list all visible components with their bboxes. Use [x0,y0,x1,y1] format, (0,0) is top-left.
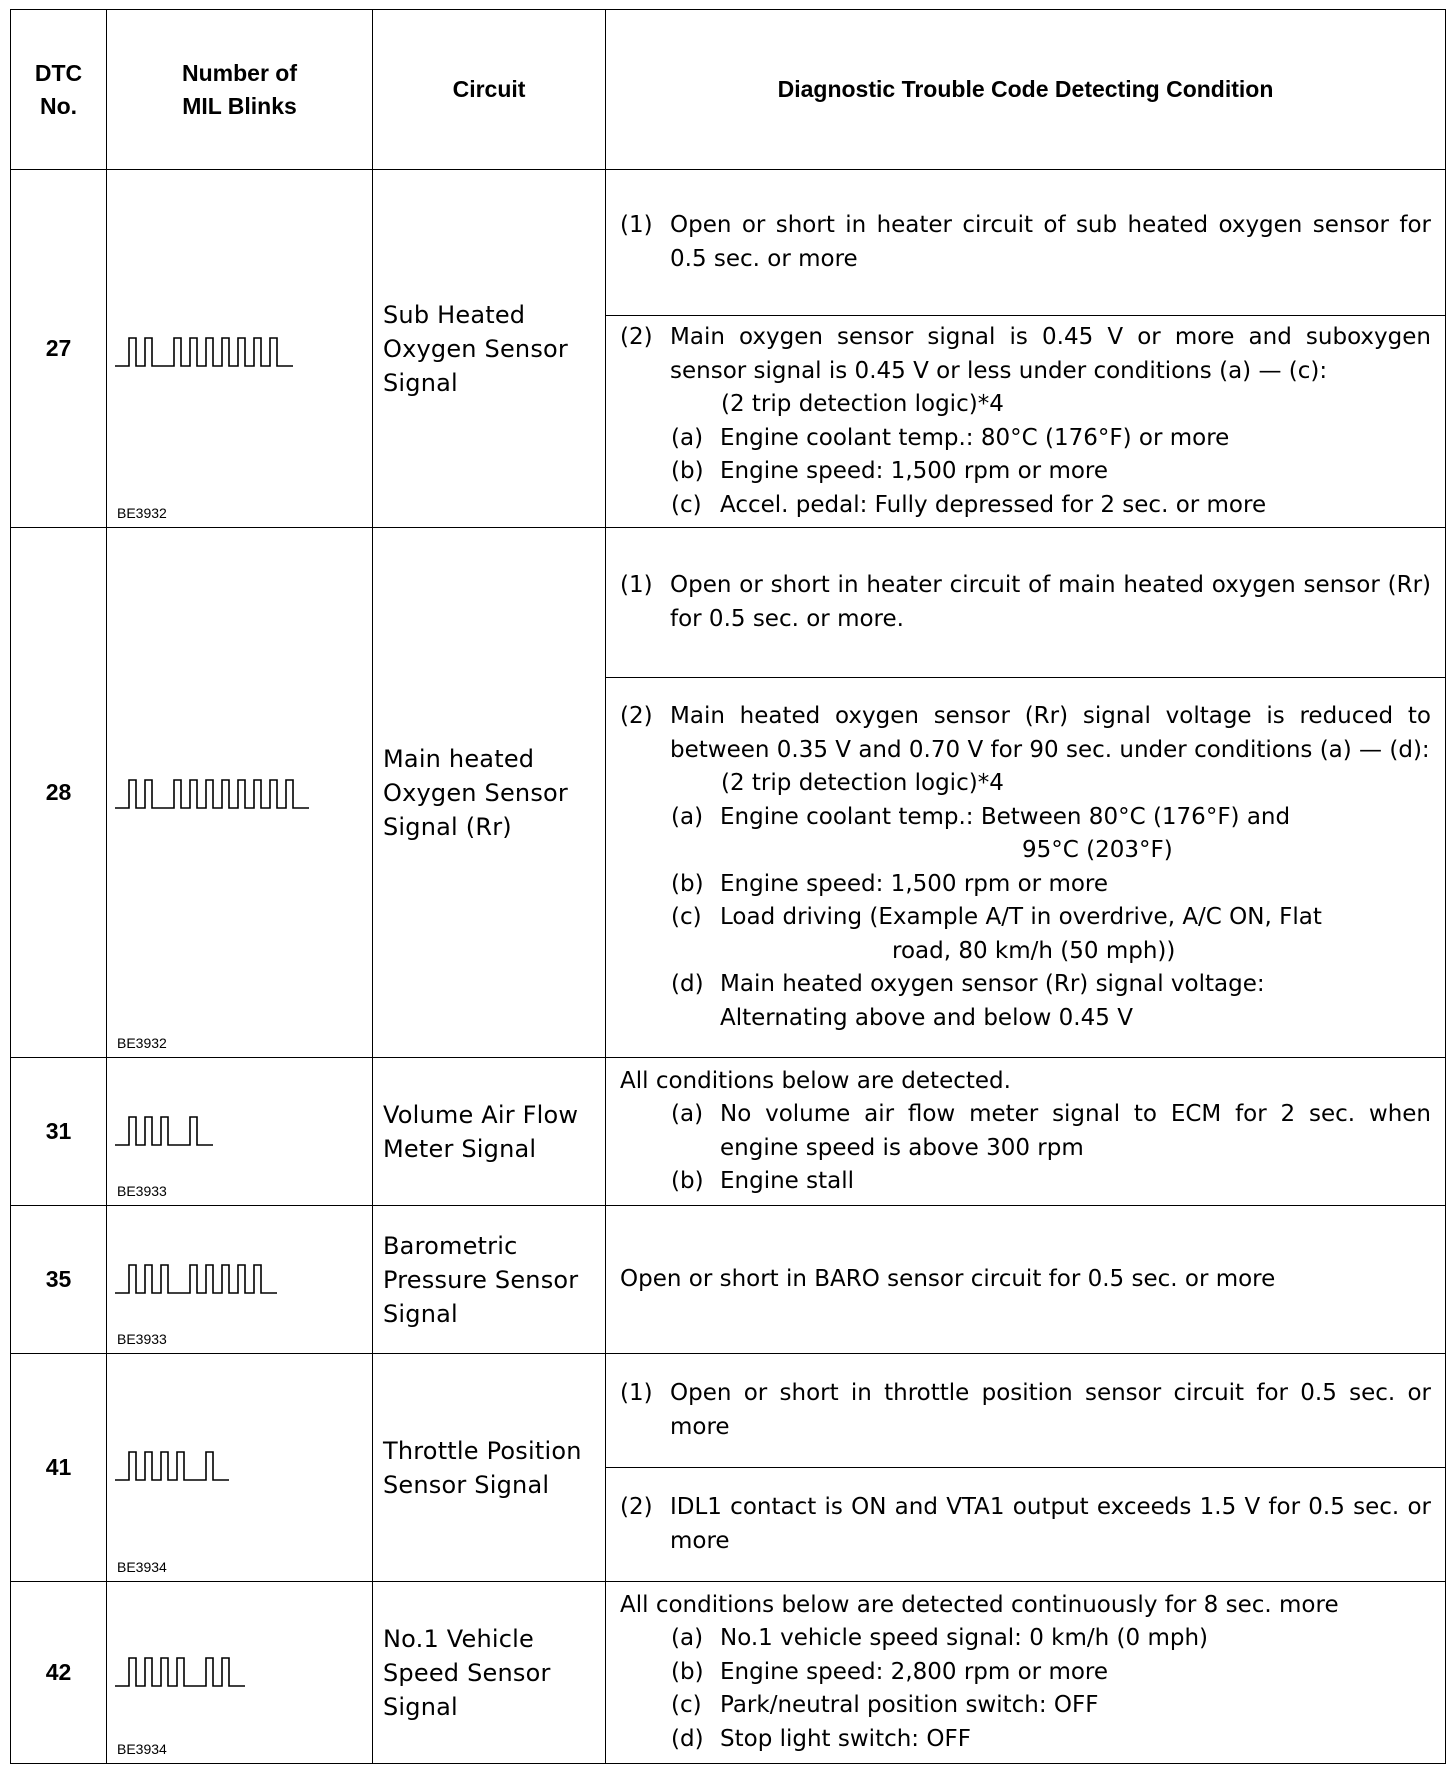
item-number: (1) [620,1380,653,1406]
condition-cell [606,1058,1446,1206]
table-row [11,170,1446,316]
figure-id: BE3934 [117,1741,167,1757]
sub-label: (b) [671,458,704,484]
dtc-code: 42 [11,1582,107,1764]
sub-text: Engine speed: 2,800 rpm or more [720,1658,1109,1685]
sub-label: (d) [671,1725,704,1752]
item-number: (2) [620,324,653,350]
figure-id: BE3933 [117,1331,167,1347]
blink-cell [107,170,373,528]
circuit-name: No.1 Vehicle Speed Sensor Signal [373,1582,606,1764]
blink-pattern-42 [113,1652,369,1692]
blink-waveform [115,1452,229,1480]
sub-text: Engine coolant temp.: Between 80°C (176°F) and [720,803,1291,830]
blink-cell [107,1206,373,1354]
blink-cell [107,1582,373,1764]
header-blinks: Number of MIL Blinks [107,10,373,170]
blink-pattern-41 [113,1446,369,1486]
blink-cell [107,1354,373,1582]
sub-text: No volume air flow meter signal to ECM for 2 sec. when engine speed is above 300 rpm [720,1101,1431,1161]
trip-note: (2 trip detection logic)*4 [721,770,1004,796]
condition-intro: All conditions below are detected. [620,1067,1011,1094]
sub-label: (a) [671,424,704,451]
blink-waveform [115,780,309,808]
condition-text: Open or short in heater circuit of main heated oxygen sensor (Rr) for 0.5 sec. or more. [670,572,1431,632]
figure-id: BE3933 [117,1183,167,1199]
blink-pattern-35 [113,1259,369,1299]
table-row [11,528,1446,678]
sub-label: (d) [671,971,704,997]
sub-label: (c) [671,1692,702,1719]
item-number: (1) [620,572,653,598]
header-circuit: Circuit [373,10,606,170]
sub-text: Accel. pedal: Fully depressed for 2 sec. or more [720,491,1267,518]
dtc-code: 31 [11,1058,107,1206]
item-number: (1) [620,212,653,238]
blink-waveform [115,1265,277,1293]
condition-text: Open or short in BARO sensor circuit for 0.5 sec. or more [620,1265,1276,1292]
condition-cell [606,170,1446,316]
table-row [11,1354,1446,1468]
figure-id: BE3932 [117,505,167,521]
sub-text-cont: 95°C (203°F) [1022,837,1173,863]
table-row [11,1058,1446,1206]
sub-label: (c) [671,491,702,518]
condition-text: Open or short in throttle position sensor circuit for 0.5 sec. or more [670,1380,1431,1440]
sub-text-cont: road, 80 km/h (50 mph)) [892,937,1176,964]
item-number: (2) [620,1494,653,1520]
sub-label: (b) [671,1658,704,1685]
sub-text: Engine coolant temp.: 80°C (176°F) or more [720,424,1230,451]
condition-cell [606,1582,1446,1764]
table-row [11,1206,1446,1354]
condition-cell [606,1354,1446,1468]
header-dtc: DTC No. [11,10,107,170]
figure-id: BE3932 [117,1035,167,1051]
blink-pattern-31 [113,1111,369,1151]
sub-label: (a) [671,803,704,830]
sub-text: Load driving (Example A/T in overdrive, A/C ON, Flat [720,904,1322,930]
condition-intro: All conditions below are detected continuously for 8 sec. more [620,1591,1339,1618]
figure-id: BE3934 [117,1559,167,1575]
condition-text: Open or short in heater circuit of sub heated oxygen sensor for 0.5 sec. or more [670,212,1431,272]
circuit-name: Main heated Oxygen Sensor Signal (Rr) [373,528,606,1058]
circuit-name: Sub Heated Oxygen Sensor Signal [373,170,606,528]
sub-text: Park/neutral position switch: OFF [720,1692,1099,1719]
sub-label: (b) [671,870,704,897]
condition-text: Main oxygen sensor signal is 0.45 V or more and suboxygen sensor signal is 0.45 V or less under conditions (a) — (c): [670,324,1431,384]
sub-text: Engine speed: 1,500 rpm or more [720,458,1109,484]
condition-text: IDL1 contact is ON and VTA1 output exceeds 1.5 V for 0.5 sec. or more [670,1494,1431,1554]
dtc-code: 28 [11,528,107,1058]
item-number: (2) [620,703,653,729]
condition-cell [606,1468,1446,1582]
trip-note: (2 trip detection logic)*4 [721,391,1004,417]
blink-cell [107,1058,373,1206]
blink-waveform [115,1117,213,1145]
blink-pattern-27 [113,332,369,372]
dtc-table [10,9,1446,1764]
header-condition: Diagnostic Trouble Code Detecting Condition [606,10,1446,170]
circuit-name: Barometric Pressure Sensor Signal [373,1206,606,1354]
condition-cell [606,316,1446,528]
sub-text: Stop light switch: OFF [720,1725,971,1752]
sub-label: (c) [671,904,702,930]
sub-label: (b) [671,1168,704,1194]
sub-label: (a) [671,1625,704,1652]
condition-cell [606,528,1446,678]
dtc-code: 41 [11,1354,107,1582]
blink-cell [107,528,373,1058]
circuit-name: Throttle Position Sensor Signal [373,1354,606,1582]
blink-pattern-28 [113,774,369,814]
sub-text: Engine stall [720,1168,855,1194]
dtc-code: 27 [11,170,107,528]
condition-cell [606,1206,1446,1354]
sub-text: Engine speed: 1,500 rpm or more [720,870,1109,897]
circuit-name: Volume Air Flow Meter Signal [373,1058,606,1206]
condition-text: Main heated oxygen sensor (Rr) signal voltage is reduced to between 0.35 V and 0.70 V for 90 sec. under conditions (a) — (d): [670,703,1431,763]
sub-text: No.1 vehicle speed signal: 0 km/h (0 mph) [720,1625,1209,1652]
blink-waveform [115,1658,245,1686]
sub-text-cont: Alternating above and below 0.45 V [720,1004,1133,1031]
condition-cell [606,678,1446,1058]
header-row [11,10,1446,170]
sub-label: (a) [671,1101,704,1127]
sub-text: Main heated oxygen sensor (Rr) signal voltage: [720,971,1265,997]
blink-waveform [115,338,293,366]
dtc-code: 35 [11,1206,107,1354]
table-row [11,1582,1446,1764]
